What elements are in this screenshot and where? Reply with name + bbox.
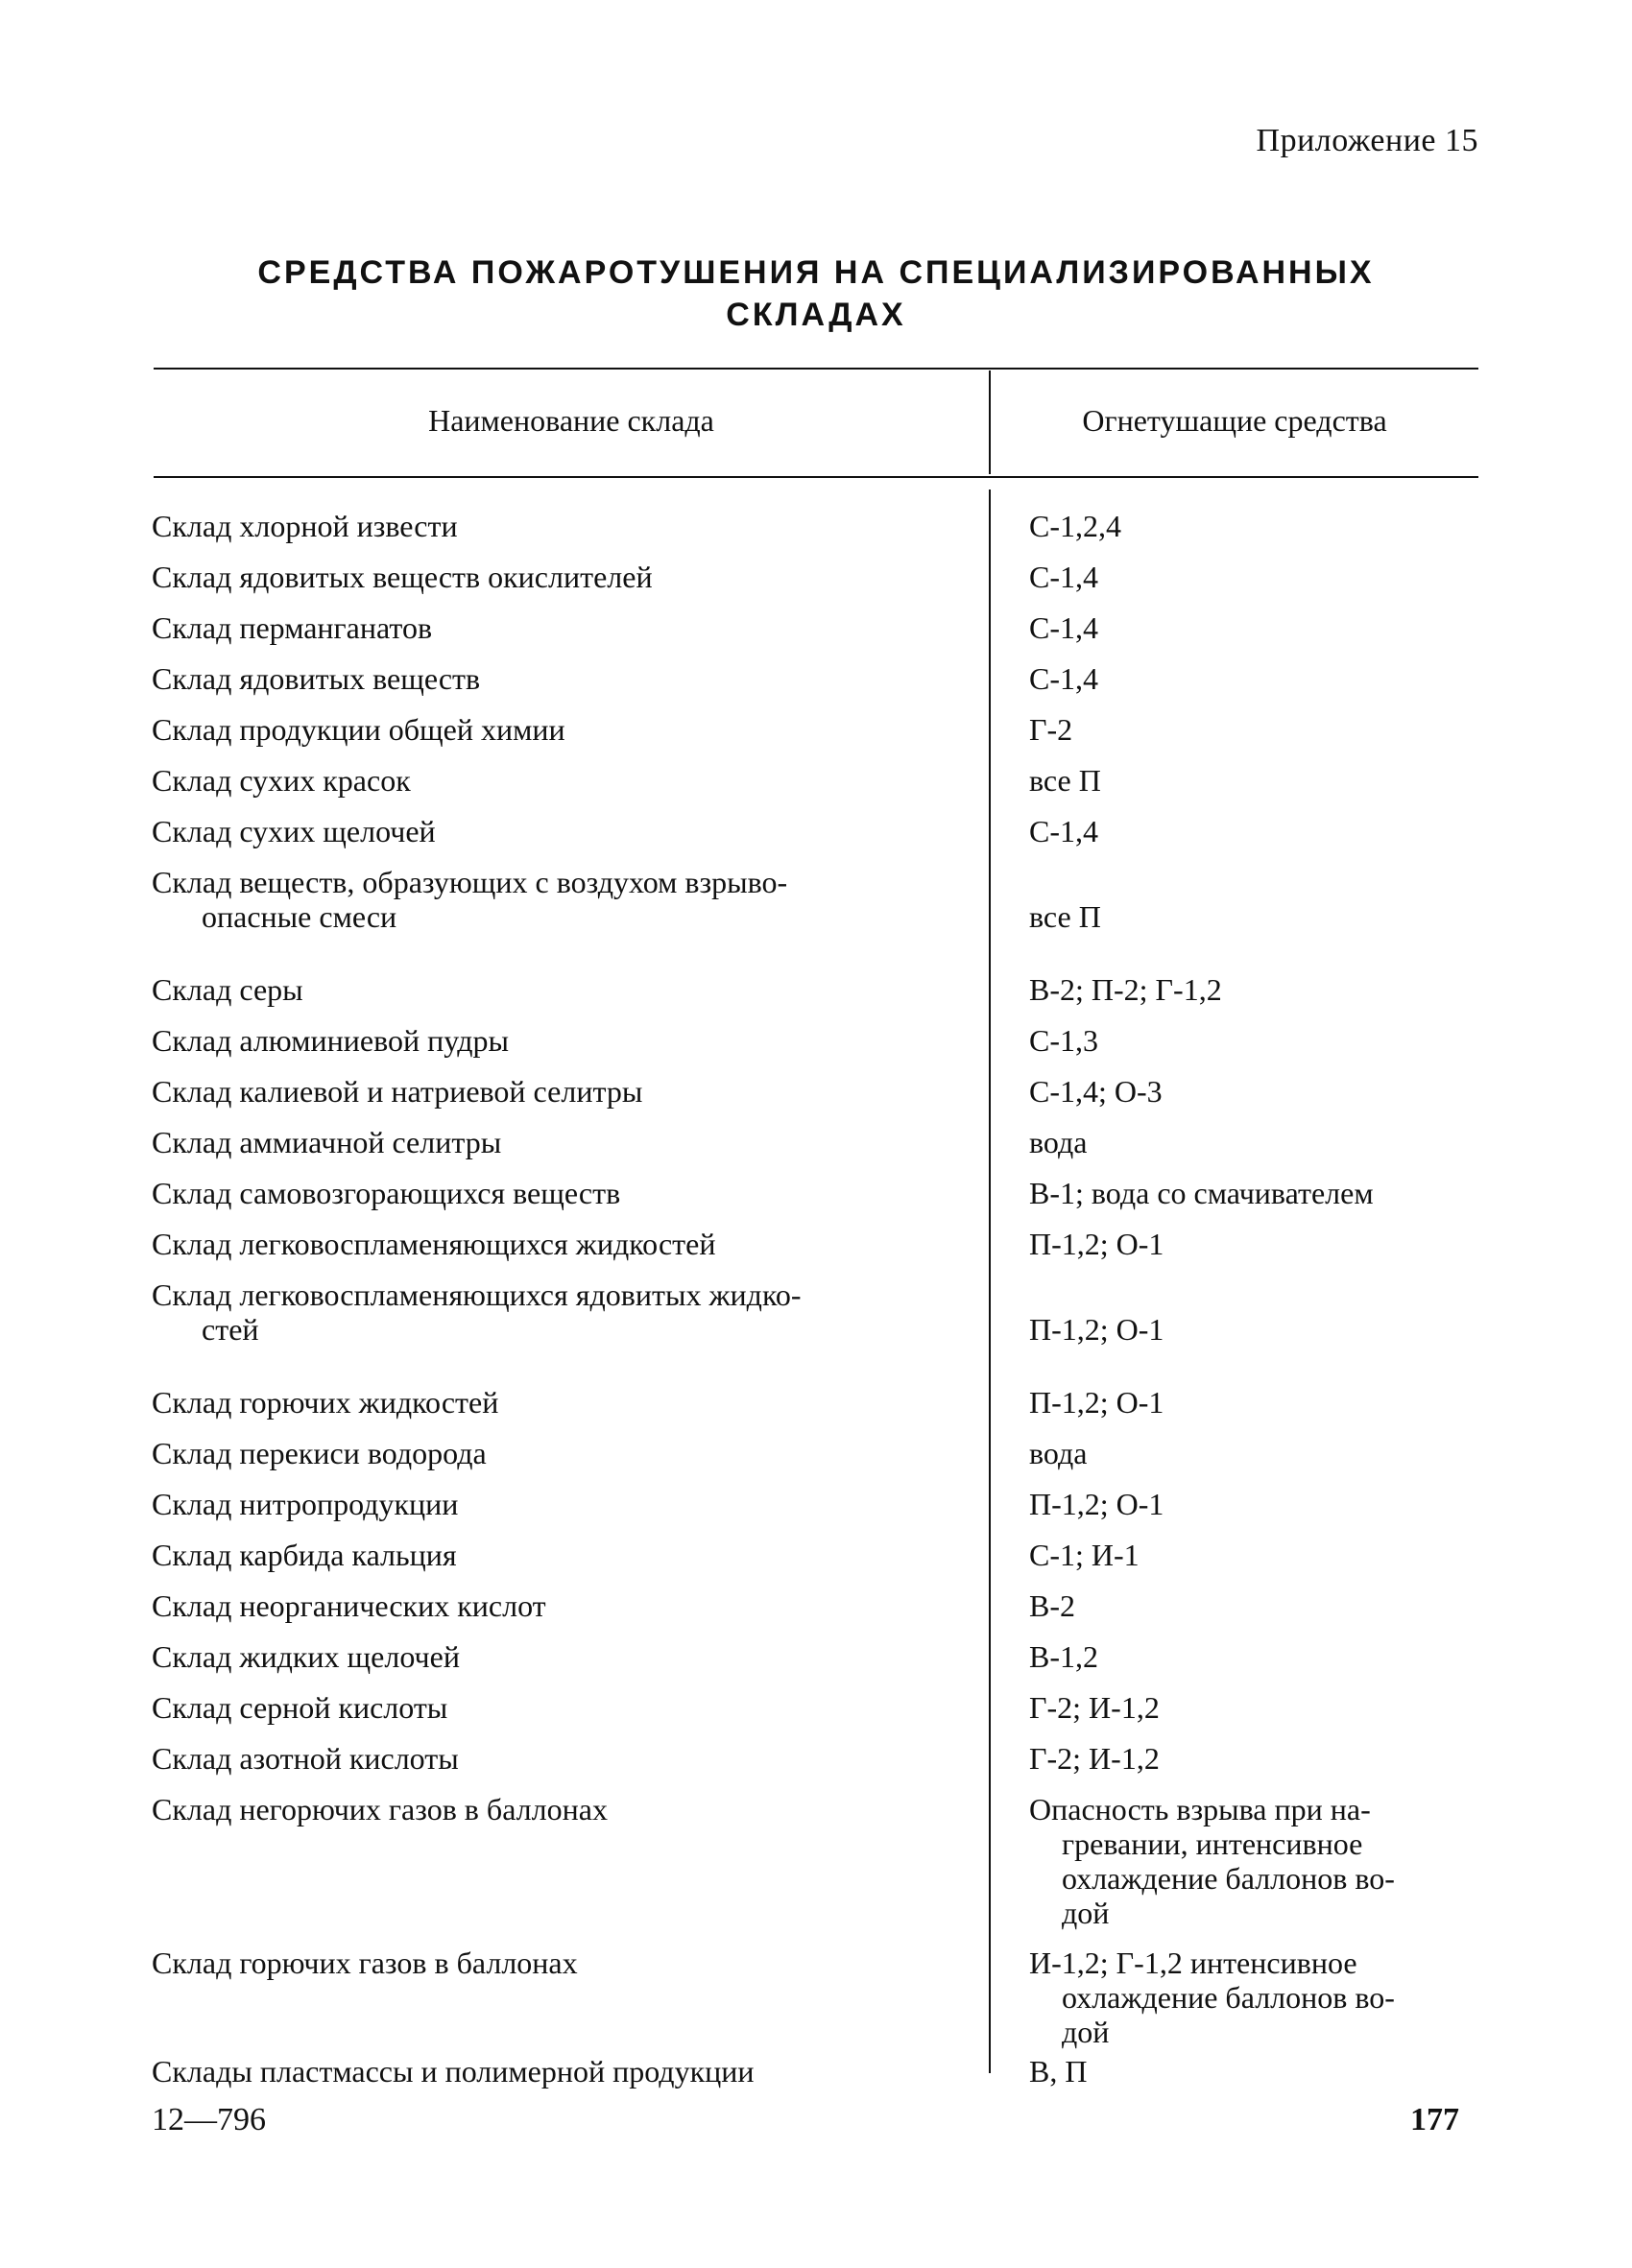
page-title-line-2: СКЛАДАХ [726,297,906,333]
warehouse-name: Склад азотной кислоты [152,1741,459,1776]
extinguishing-agent: П-1,2; О-1 [1029,1487,1164,1521]
warehouse-name: Склад легковоспламеняющихся жидкостей [152,1227,716,1261]
extinguishing-agent: С-1,2,4 [1029,509,1121,543]
extinguishing-agent: В-1; вода со смачивателем [1029,1176,1374,1210]
page-number: 177 [1410,2102,1459,2137]
page-title-line-1: СРЕДСТВА ПОЖАРОТУШЕНИЯ НА СПЕЦИАЛИЗИРОВАННЫХ [257,254,1375,291]
warehouse-name: Склад самовозгорающихся веществ [152,1176,621,1210]
page-title [0,251,1632,336]
warehouse-name: Склады пластмассы и полимерной продукции [152,2054,755,2089]
warehouse-name: Склад аммиачной селитры [152,1125,502,1159]
warehouse-name: Склад перекиси водорода [152,1436,487,1470]
appendix-label: Приложение 15 [1256,123,1478,158]
warehouse-name: Склад горючих газов в баллонах [152,1946,578,1980]
warehouse-name: Склад калиевой и натриевой селитры [152,1074,643,1109]
table-top-rule [154,368,1478,370]
extinguishing-agent: вода [1029,1125,1088,1159]
warehouse-name: Склад хлорной извести [152,509,458,543]
warehouse-name: Склад жидких щелочей [152,1639,460,1674]
extinguishing-agent: Г-2 [1029,712,1073,747]
warehouse-name: Склад продукции общей химии [152,712,565,747]
extinguishing-agent: В-2; П-2; Г-1,2 [1029,972,1222,1007]
extinguishing-agent: Опасность взрыва при на- гревании, интенсивное охлаждение баллонов во- дой [1029,1792,1395,1930]
extinguishing-agent: С-1,4 [1029,560,1098,594]
column-header-name: Наименование склада [428,403,714,438]
warehouse-name: Склад сухих щелочей [152,814,436,848]
extinguishing-agent: С-1,3 [1029,1023,1098,1058]
warehouse-name: Склад неорганических кислот [152,1588,546,1623]
warehouse-name: Склад нитропродукции [152,1487,459,1521]
warehouse-name: Склад серной кислоты [152,1690,448,1725]
table-header-rule [154,476,1478,478]
extinguishing-agent: П-1,2; О-1 [1029,1227,1164,1261]
warehouse-name: Склад горючих жидкостей [152,1385,499,1420]
extinguishing-agent: Г-2; И-1,2 [1029,1741,1160,1776]
extinguishing-agent: С-1,4 [1029,661,1098,696]
warehouse-name: Склад легковоспламеняющихся ядовитых жидко- стей [152,1277,802,1347]
extinguishing-agent: С-1,4 [1029,814,1098,848]
warehouse-name: Склад серы [152,972,303,1007]
extinguishing-agent: П-1,2; О-1 [1029,1312,1164,1347]
extinguishing-agent: В, П [1029,2054,1088,2089]
extinguishing-agent: вода [1029,1436,1088,1470]
warehouse-name: Склад негорючих газов в баллонах [152,1792,608,1826]
warehouse-name: Склад карбида кальция [152,1538,457,1572]
extinguishing-agent: С-1,4; О-3 [1029,1074,1163,1109]
extinguishing-agent: все П [1029,763,1101,798]
extinguishing-agent: все П [1029,899,1101,934]
print-code: 12—796 [152,2102,266,2137]
warehouse-name: Склад перманганатов [152,610,433,645]
warehouse-name: Склад ядовитых веществ окислителей [152,560,653,594]
extinguishing-agent: В-1,2 [1029,1639,1098,1674]
extinguishing-agent: П-1,2; О-1 [1029,1385,1164,1420]
column-header-agent: Огнетушащие средства [1082,403,1387,438]
extinguishing-agent: И-1,2; Г-1,2 интенсивное охлаждение баллонов во- дой [1029,1946,1395,2049]
extinguishing-agent: С-1; И-1 [1029,1538,1140,1572]
extinguishing-agent: В-2 [1029,1588,1075,1623]
extinguishing-agent: Г-2; И-1,2 [1029,1690,1160,1725]
warehouse-name: Склад ядовитых веществ [152,661,481,696]
warehouse-name: Склад сухих красок [152,763,411,798]
warehouse-name: Склад алюминиевой пудры [152,1023,510,1058]
extinguishing-agent: С-1,4 [1029,610,1098,645]
warehouse-name: Склад веществ, образующих с воздухом взрыво- опасные смеси [152,865,788,934]
body-column-divider [989,489,991,2073]
